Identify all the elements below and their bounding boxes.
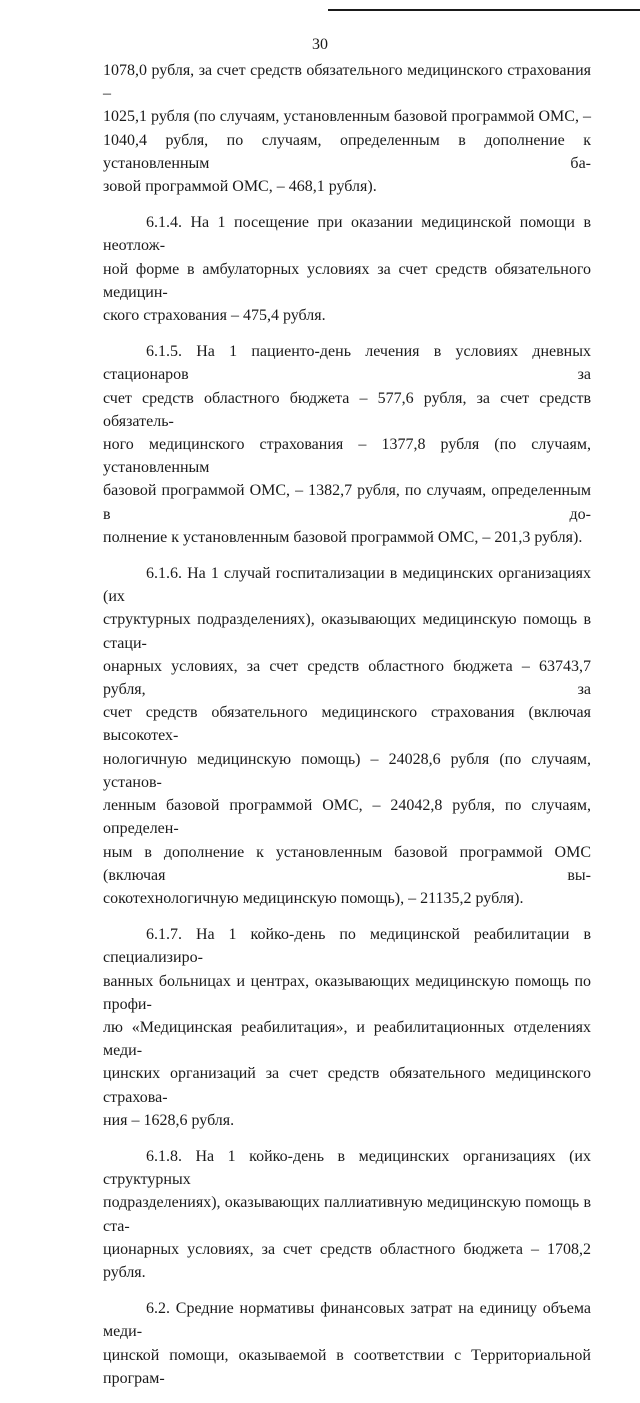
top-rule — [328, 9, 640, 11]
text-line: счет средств областного бюджета – 577,6 рубля, за счет средств обязатель- — [103, 389, 591, 430]
paragraph-6-1-4 — [103, 211, 591, 327]
text-line: цинской помощи, оказываемой в соответствии с Территориальной програм- — [103, 1346, 591, 1387]
text-line: лю «Медицинская реабилитация», и реабилитационных отделениях меди- — [103, 1018, 591, 1060]
text-line: 6.1.4. На 1 посещение при оказании медицинской помощи в неотлож- — [103, 214, 591, 255]
text-line: полнение к установленным базовой программой ОМС, – 201,3 рубля). — [103, 528, 583, 546]
paragraph-6-1-5 — [103, 340, 591, 549]
text-line: 1078,0 рубля, за счет средств обязательного медицинского страхования – — [103, 62, 591, 103]
paragraph-6-1-7 — [103, 923, 591, 1132]
text-line: сокотехнологичную медицинскую помощь), – 21135,2 рубля). — [103, 889, 524, 907]
text-line: ния – 1628,6 рубля. — [103, 1111, 235, 1129]
text-line: онарных условиях, за счет средств областного бюджета – 63743,7 рубля, за — [103, 657, 591, 699]
text-line: ленным базовой программой ОМС, – 24042,8 рубля, по случаям, определен- — [103, 797, 591, 838]
text-line: 1040,4 рубля, по случаям, определенным в дополнение к установленным ба- — [103, 131, 591, 172]
text-line: ванных больницах и центрах, оказывающих медицинскую помощь по профи- — [103, 972, 591, 1013]
text-line: зовой программой ОМС, – 468,1 рубля). — [103, 178, 377, 196]
text-line: базовой программой ОМС, – 1382,7 рубля, по случаям, определенным в до- — [103, 482, 591, 523]
text-line: ным в дополнение к установленным базовой программой ОМС (включая вы- — [103, 843, 591, 884]
text-line: ционарных условиях, за счет средств областного бюджета – 1708,2 рубля. — [103, 1240, 591, 1281]
text-line: 6.1.6. На 1 случай госпитализации в медицинских организациях (их — [103, 565, 591, 606]
text-line: ной форме в амбулаторных условиях за счет средств обязательного медицин- — [103, 260, 591, 301]
page-number: 30 — [312, 36, 328, 53]
paragraph-continuation — [103, 59, 591, 198]
text-line: счет средств обязательного медицинского страхования (включая высокотех- — [103, 704, 591, 745]
text-line: 6.1.7. На 1 койко-день по медицинской реабилитации в специализиро- — [103, 926, 591, 967]
paragraph-6-1-6 — [103, 562, 591, 910]
text-line: 6.2. Средние нормативы финансовых затрат на единицу объема меди- — [103, 1300, 591, 1341]
paragraph-6-2 — [103, 1297, 591, 1390]
document-body — [103, 59, 591, 1403]
text-line: нологичную медицинскую помощь) – 24028,6 рубля (по случаям, установ- — [103, 750, 591, 791]
text-line: 6.1.8. На 1 койко-день в медицинских организациях (их структурных — [103, 1147, 591, 1189]
text-line: 6.1.5. На 1 пациенто-день лечения в условиях дневных стационаров за — [103, 343, 591, 384]
text-line: ского страхования – 475,4 рубля. — [103, 307, 326, 325]
text-line: 1025,1 рубля (по случаям, установленным базовой программой ОМС, – — [103, 108, 591, 126]
text-line: подразделениях), оказывающих паллиативную медицинскую помощь в ста- — [103, 1194, 591, 1235]
text-line: цинских организаций за счет средств обязательного медицинского страхова- — [103, 1065, 591, 1106]
paragraph-6-1-8 — [103, 1145, 591, 1284]
text-line: ного медицинского страхования – 1377,8 рубля (по случаям, установленным — [103, 436, 591, 477]
text-line: структурных подразделениях), оказывающих медицинскую помощь в стаци- — [103, 611, 591, 652]
